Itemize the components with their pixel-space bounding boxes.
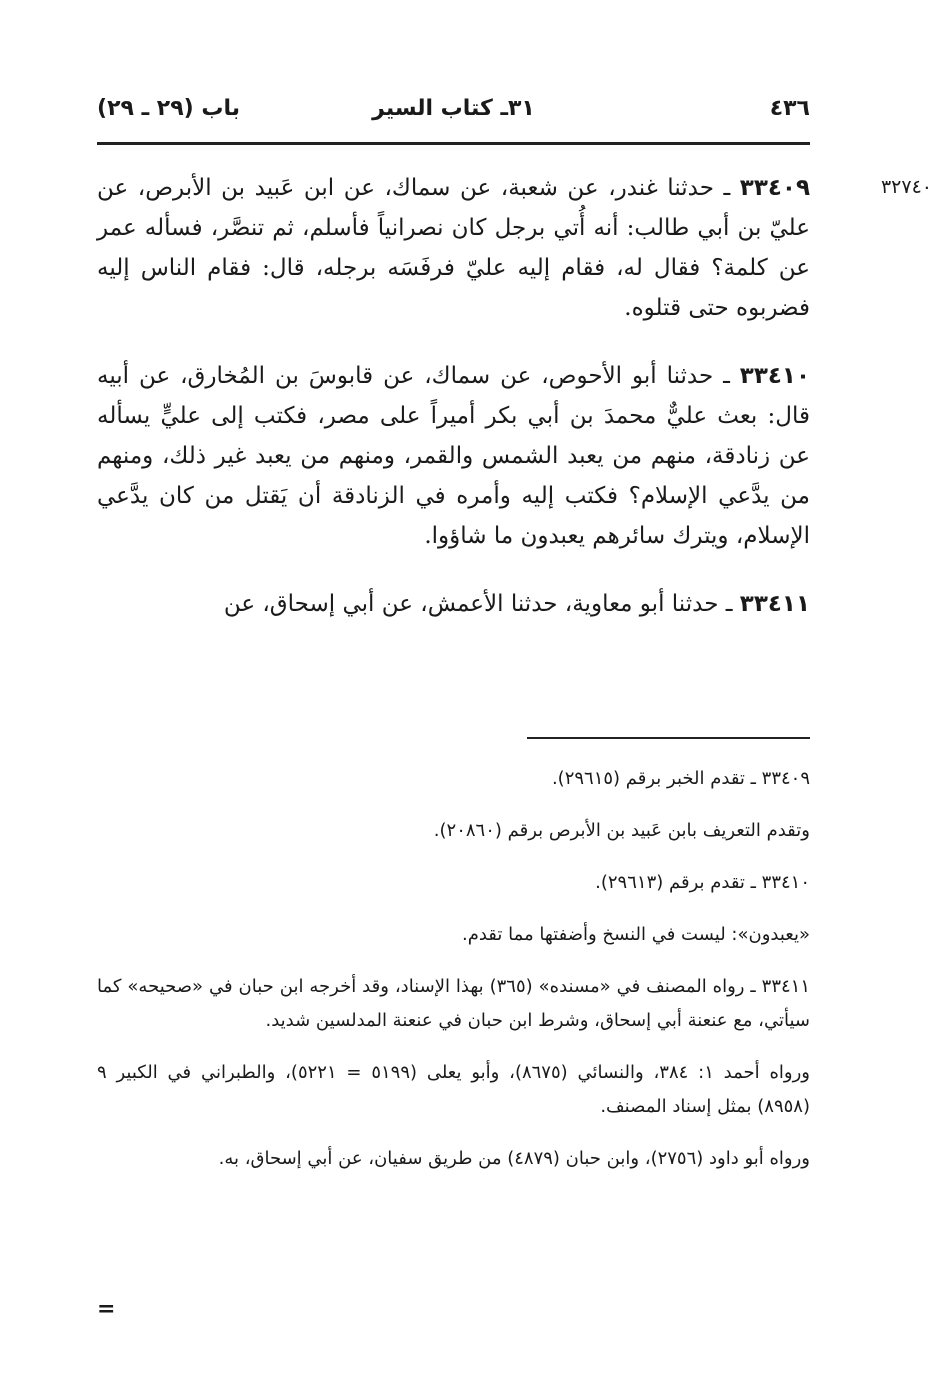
page-header: [97, 94, 810, 140]
hadith-paragraph: [97, 168, 810, 328]
hadith-number: ٣٣٤٠٩: [739, 175, 810, 201]
hadith-text: ـ حدثنا غندر، عن شعبة، عن سماك، عن ابن عَبيد بن الأبرص، عن عليّ بن أبي طالب: أنه أُتي برجل كان نصرانياً فأسلم، ثم تنصَّر، فسأله عمر عن كلمة؟ فقال له، فقام إليه عليّ فرفَسَه برجله، قال: فقام الناس إليه فضربوه حتى قتلوه.: [97, 175, 810, 321]
hadith-number: ٣٣٤١٠: [739, 363, 810, 389]
footnotes: [97, 762, 810, 1194]
hadith-paragraph: [97, 356, 810, 556]
footnote: ٣٣٤١١ ـ رواه المصنف في «مسنده» (٣٦٥) بهذا الإسناد، وقد أخرجه ابن حبان في «صحيحه» كما سيأتي، مع عنعنة أبي إسحاق، وشرط ابن حبان في عنعنة المدلسين شديد.: [97, 976, 810, 1031]
footnote: «يعبدون»: ليست في النسخ وأضفتها مما تقدم.: [461, 924, 810, 945]
chapter-label: باب (٢٩ ـ ٢٩): [97, 96, 240, 121]
header-rule: [97, 142, 810, 145]
book-title: ٣١ـ كتاب السير: [372, 96, 535, 121]
footnote: ورواه أبو داود (٢٧٥٦)، وابن حبان (٤٨٧٩) من طريق سفيان، عن أبي إسحاق، به.: [218, 1148, 810, 1169]
page-number: ٤٣٦: [769, 96, 810, 121]
footnote: ورواه أحمد ١: ٣٨٤، والنسائي (٨٦٧٥)، وأبو يعلى (٥١٩٩ = ٥٢٢١)، والطبراني في الكبير ٩ (٨٩٥٨) بمثل إسناد المصنف.: [97, 1062, 810, 1117]
hadith-text: ـ حدثنا أبو الأحوص، عن سماك، عن قابوسَ بن المُخارق، عن أبيه قال: بعث عليٌّ محمدَ بن أبي بكر أميراً على مصر، فكتب إلى عليٍّ يسأله عن زنادقة، منهم من يعبد الشمس والقمر، ومنهم من يعبد غير ذلك، ومنهم من يدَّعي الإسلام؟ فكتب إليه وأمره في الزنادقة أن يَقتل من كان يدَّعي الإسلام، ويترك سائرهم يعبدون ما شاؤوا.: [97, 363, 810, 549]
main-text: [97, 168, 810, 652]
footnote: ٣٣٤١٠ ـ تقدم برقم (٢٩٦١٣).: [595, 872, 810, 893]
footnote-rule: [527, 737, 810, 739]
hadith-text: ـ حدثنا أبو معاوية، حدثنا الأعمش، عن أبي إسحاق، عن: [223, 591, 740, 617]
footnote: وتقدم التعريف بابن عَبيد بن الأبرص برقم (٢٠٨٦٠).: [433, 820, 810, 841]
footnote: ٣٣٤٠٩ ـ تقدم الخبر برقم (٢٩٦١٥).: [551, 768, 810, 789]
hadith-number: ٣٣٤١١: [739, 591, 810, 617]
continuation-mark: =: [97, 1296, 116, 1322]
margin-number: ٣٢٧٤٠: [880, 176, 932, 198]
hadith-paragraph: [97, 584, 810, 624]
